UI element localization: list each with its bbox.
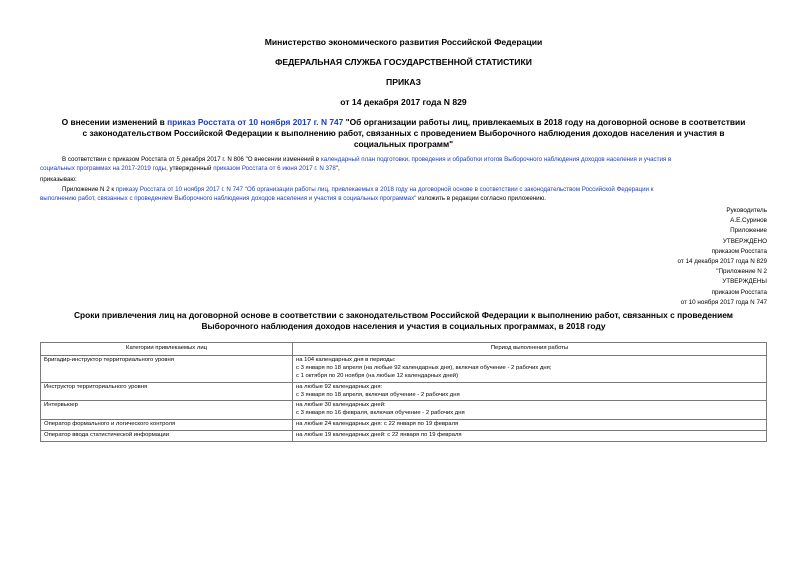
period-line: с 3 января по 18 апреля, включая обучение - 2 рабочих дня [296, 391, 460, 398]
appendix-title-line2: Выборочного наблюдения доходов населения и участия в социальных программах, в 2018 году [201, 321, 606, 331]
column-header-period: Период выполнения работы [293, 343, 767, 356]
approved-label: УТВЕРЖДЕНО [722, 237, 767, 245]
service-heading: ФЕДЕРАЛЬНАЯ СЛУЖБА ГОСУДАРСТВЕННОЙ СТАТИСТИКИ [275, 57, 532, 67]
period-line: на любые 19 календарных дней: с 22 января по 19 февраля [296, 432, 462, 439]
order-747-link[interactable]: приказу Росстата от 10 ноября 2017 г. N 747 "Об организации работы лиц, привлекаемых в 2018 году на договорной основе в соответствии с законодательством Российской Федерации к [115, 186, 654, 193]
operative-paragraph [40, 185, 767, 204]
category-cell: Инструктор территориального уровня [41, 382, 293, 401]
social-programs-link[interactable]: социальных программах на 2017-2019 годы [40, 165, 167, 173]
category-cell: Бригадир-инструктор территориального уровня [41, 355, 293, 382]
order-title-line1 [40, 117, 767, 128]
period-cell [293, 420, 767, 431]
approved2-label: УТВЕРЖДЕНЫ [722, 278, 767, 286]
period-line: с 3 января по 16 февраля, включая обучение - 2 рабочих дня [296, 410, 465, 417]
period-line: с 3 января по 18 апреля (на любые 92 календарных дня), включая обучение - 2 рабочих дня; [296, 364, 552, 371]
column-header-category: Категории привлекаемых лиц [41, 343, 293, 356]
signer-name: А.Е.Суринов [730, 217, 767, 225]
table-row [41, 355, 767, 382]
period-line: на любые 24 календарных дня: с 22 января по 19 февраля [296, 421, 459, 428]
appendix-title-line1: Сроки привлечения лиц на договорной основе в соответствии с законодательством Российской Федерации к выполнению работ, связанных с проведением [73, 310, 734, 320]
calendar-plan-link[interactable]: календарный план подготовки, проведения и обработки итогов Выборочного наблюдения доходов населения и участия в [320, 156, 672, 163]
order-747-link-cont[interactable]: выполнению работ, связанных с проведением Выборочного наблюдения доходов населения и участия в социальных программах" [40, 195, 417, 203]
period-cell [293, 355, 767, 382]
table-row [41, 382, 767, 401]
terms-table [40, 342, 767, 442]
order-378-link[interactable]: приказом Росстата от 6 июня 2017 г. N 378 [213, 165, 336, 173]
period-line: с 1 октября по 20 ноября (на любые 12 календарных дней) [296, 372, 459, 379]
appendix2-label: "Приложение N 2 [716, 268, 767, 276]
amended-order-link[interactable]: приказ Росстата от 10 ноября 2017 г. N 747 [167, 117, 344, 127]
preamble-text: В соответствии с приказом Росстата от 5 декабря 2017 г. N 806 "О внесении изменений в [62, 156, 321, 163]
approved-by: приказом Росстата [711, 247, 767, 255]
operative-text-2: изложить в редакции согласно приложению. [416, 195, 546, 203]
period-cell [293, 431, 767, 442]
order-word: приказываю: [40, 176, 77, 183]
order-title-line2: с законодательством Российской Федерации к выполнению работ, связанных с проведением Выборочного наблюдения доходов населения и участия в [82, 128, 725, 138]
table-row [41, 431, 767, 442]
approved2-by: приказом Росстата [711, 288, 767, 296]
category-cell: Интервьюер [41, 401, 293, 420]
title-rest: "Об организации работы лиц, привлекаемых в 2018 году на договорной основе в соответствии [343, 117, 746, 127]
period-line: на любые 30 календарных дней: [296, 402, 386, 409]
doc-type-heading: ПРИКАЗ [386, 77, 421, 87]
signature-block [547, 206, 767, 308]
category-cell: Оператор формального и логического контроля [41, 420, 293, 431]
order-date-number: от 14 декабря 2017 года N 829 [340, 97, 467, 107]
period-line: на любые 92 календарных дня: [296, 383, 383, 390]
period-cell [293, 401, 767, 420]
table-row [41, 401, 767, 420]
operative-text: Приложение N 2 к [62, 186, 116, 193]
approved2-date: от 10 ноября 2017 года N 747 [680, 298, 767, 306]
ministry-heading: Министерство экономического развития Российской Федерации [264, 37, 543, 47]
appendix-label: Приложение [730, 227, 767, 235]
approved-date: от 14 декабря 2017 года N 829 [677, 258, 767, 266]
title-prefix: О внесении изменений в [61, 117, 168, 127]
table-header-row [41, 343, 767, 356]
period-cell [293, 382, 767, 401]
order-title-line3: социальных программ" [353, 139, 454, 149]
signer-title: Руководитель [726, 207, 767, 214]
preamble-text-2: , утвержденный [166, 165, 214, 173]
category-cell: Оператор ввода статистической информации [41, 431, 293, 442]
table-row [41, 420, 767, 431]
period-line: на 104 календарных дня в периоды: [296, 356, 396, 363]
preamble-text-3: ", [335, 165, 340, 173]
preamble-paragraph [40, 155, 767, 174]
